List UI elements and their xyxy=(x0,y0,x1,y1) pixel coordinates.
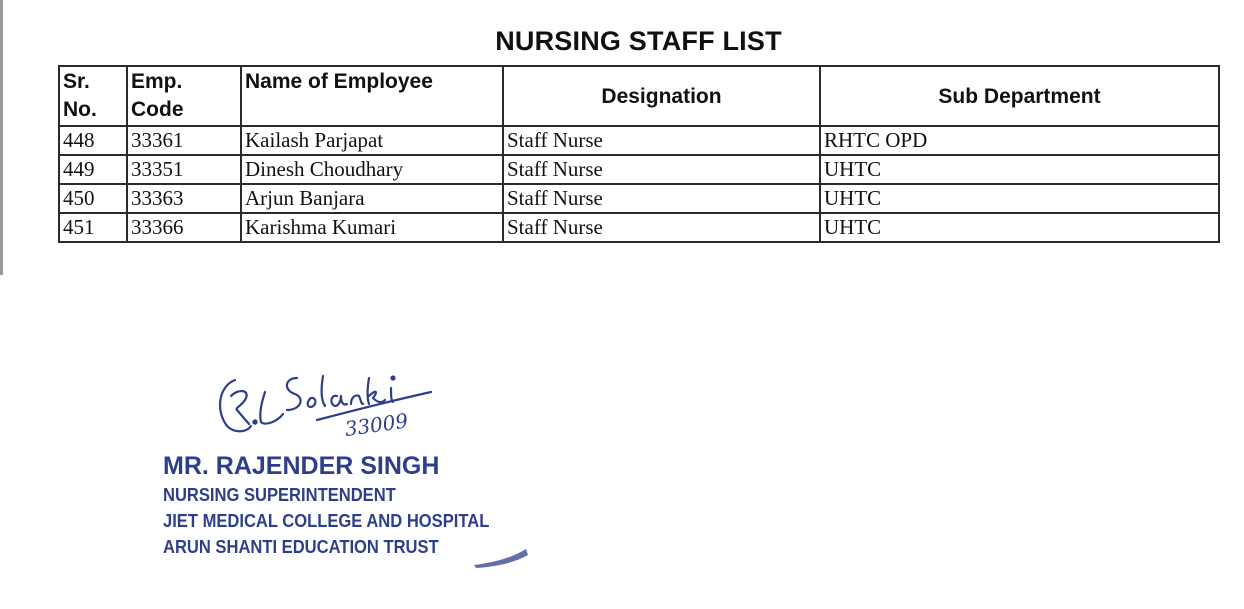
cell-sub-department: UHTC xyxy=(820,184,1219,213)
cell-emp-code: 33361 xyxy=(127,126,241,155)
cell-name: Dinesh Choudhary xyxy=(241,155,503,184)
header-designation: Designation xyxy=(503,66,820,126)
table-row xyxy=(59,155,1219,184)
cell-sub-department: RHTC OPD xyxy=(820,126,1219,155)
cell-sub-department: UHTC xyxy=(820,155,1219,184)
cell-name: Kailash Parjapat xyxy=(241,126,503,155)
page-title: NURSING STAFF LIST xyxy=(495,26,782,56)
table-row xyxy=(59,213,1219,242)
stamp-institution: JIET MEDICAL COLLEGE AND HOSPITAL xyxy=(163,511,490,531)
stamp-designation: NURSING SUPERINTENDENT xyxy=(163,485,396,505)
cell-designation: Staff Nurse xyxy=(503,126,820,155)
table-header-row xyxy=(59,66,1219,126)
stamp-trust: ARUN SHANTI EDUCATION TRUST xyxy=(163,537,439,557)
cell-sr-no: 450 xyxy=(59,184,127,213)
stamp-name: MR. RAJENDER SINGH xyxy=(163,452,440,480)
cell-name: Karishma Kumari xyxy=(241,213,503,242)
signature xyxy=(205,348,465,443)
cell-name: Arjun Banjara xyxy=(241,184,503,213)
header-emp-code: Emp. Code xyxy=(127,66,241,126)
cell-designation: Staff Nurse xyxy=(503,184,820,213)
cell-emp-code: 33366 xyxy=(127,213,241,242)
stamp-smudge xyxy=(470,545,530,569)
header-sr-no: Sr. No. xyxy=(59,66,127,126)
table-row xyxy=(59,126,1219,155)
table-row xyxy=(59,184,1219,213)
cell-emp-code: 33351 xyxy=(127,155,241,184)
cell-designation: Staff Nurse xyxy=(503,155,820,184)
staff-table xyxy=(58,65,1220,243)
cell-designation: Staff Nurse xyxy=(503,213,820,242)
cell-sub-department: UHTC xyxy=(820,213,1219,242)
cell-sr-no: 448 xyxy=(59,126,127,155)
header-sub-department: Sub Department xyxy=(820,66,1219,126)
header-name: Name of Employee xyxy=(241,66,503,126)
cell-sr-no: 449 xyxy=(59,155,127,184)
cell-sr-no: 451 xyxy=(59,213,127,242)
official-stamp xyxy=(163,450,518,560)
cell-emp-code: 33363 xyxy=(127,184,241,213)
signature-code: 33009 xyxy=(343,408,410,442)
